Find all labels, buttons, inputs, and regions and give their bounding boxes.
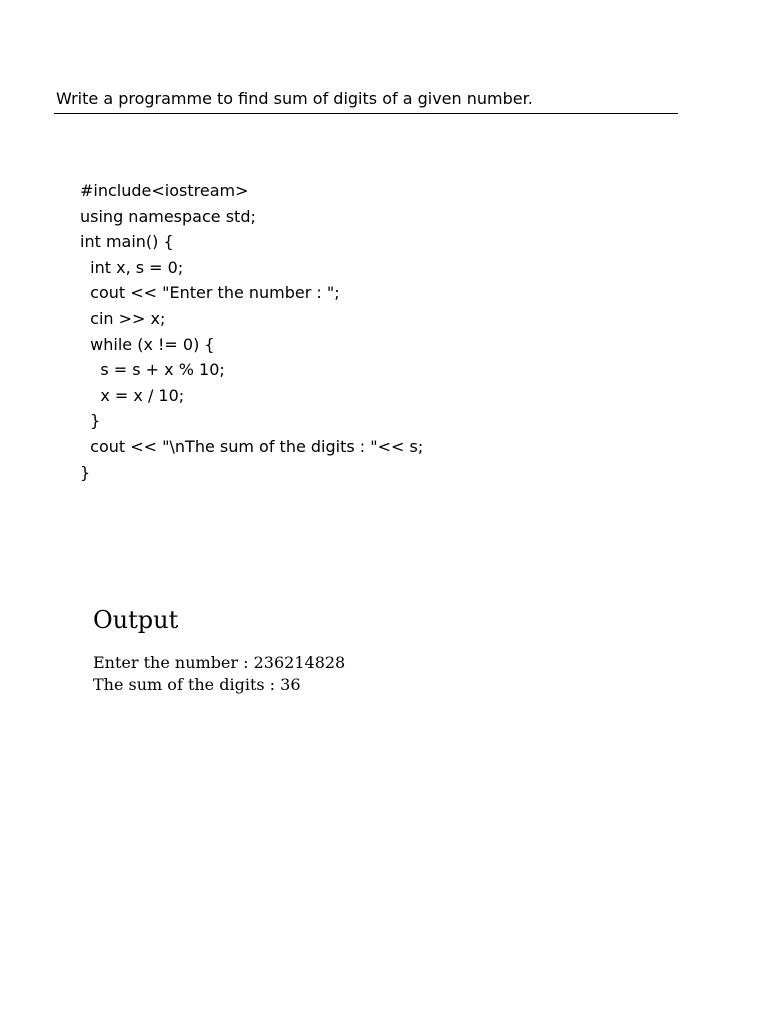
code-line: cout << "Enter the number : ";	[80, 283, 340, 303]
heading-underline	[54, 113, 678, 114]
output-block	[93, 652, 345, 696]
code-line: cin >> x;	[80, 308, 166, 328]
code-line: int main() {	[80, 232, 174, 252]
code-line: int x, s = 0;	[80, 257, 184, 277]
output-line: The sum of the digits : 36	[93, 675, 301, 694]
output-line: Enter the number : 236214828	[93, 653, 346, 672]
code-line: #include<iostream>	[80, 181, 249, 200]
code-line: cout << "\nThe sum of the digits : "<< s;	[80, 436, 424, 456]
code-line: while (x != 0) {	[80, 334, 215, 354]
question-heading: Write a programme to find sum of digits of a given number.	[56, 89, 533, 108]
code-line: }	[80, 462, 91, 482]
output-title: Output	[93, 606, 179, 634]
code-line: s = s + x % 10;	[80, 360, 225, 380]
code-block	[80, 178, 423, 485]
code-line: x = x / 10;	[80, 385, 185, 405]
code-line: using namespace std;	[80, 206, 256, 226]
code-line: }	[80, 411, 101, 431]
